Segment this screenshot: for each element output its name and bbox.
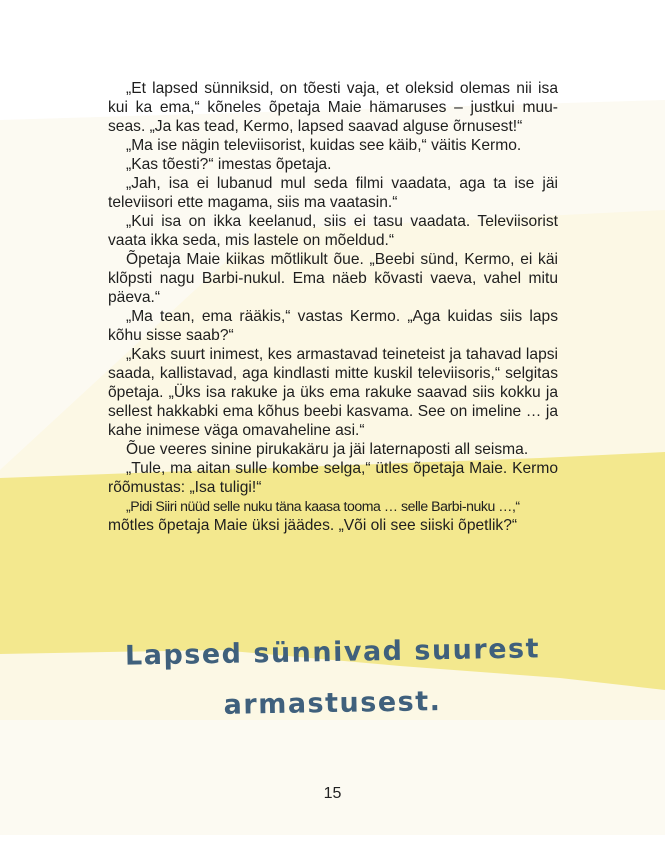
paragraph: „Ma tean, ema rääkis,“ vastas Kermo. „Aga kuidas siis laps kõhu sisse saab?“ [108, 308, 558, 344]
paragraph: „Pidi Siiri nüüd selle nuku täna kaasa tooma … selle Barbi-nuku …,“ [126, 498, 520, 514]
tagline-line-2: armastusest. [223, 686, 442, 721]
paragraph: mõtles õpetaja Maie üksi jäädes. „Või oli see siiski õpetlik?“ [108, 517, 518, 534]
paragraph: „Kas tõesti?“ imestas õpetaja. [126, 156, 332, 173]
page-number: 15 [323, 785, 342, 802]
paragraph: „Kui isa on ikka keelanud, siis ei tasu vaadata. Televiisorist vaata ikka seda, mis lastele on mõeldud.“ [108, 213, 558, 249]
tagline-line-1: Lapsed sünnivad suurest [124, 633, 541, 672]
paragraph: „Jah, isa ei lubanud mul seda filmi vaadata, aga ta ise jäi televiisori ette magama, siis ma vaatasin.“ [108, 175, 558, 211]
paragraph: „Tule, ma aitan sulle kombe selga,“ ütles õpetaja Maie. Kermo rõõmustas: „Isa tuligi!“ [108, 460, 558, 496]
paragraph: „Kaks suurt inimest, kes armastavad teineteist ja tahavad lapsi saada, kallistavad, aga kindlasti mitte kuskil televiisoris,“ selgitas õpetaja. „Üks isa rakuke ja üks ema rakuke saavad siis kokku ja sellest hakkabki ema kõhus beebi kasvama. See on imeline … ja kahe inimese väga omavaheline asi.“ [108, 346, 558, 439]
story-text [108, 79, 558, 535]
paragraph: Õpetaja Maie kiikas mõtlikult õue. „Beebi sünd, Kermo, ei käi klõpsti nagu Barbi-nukul. Ema näeb kõvasti vaeva, vahel mitu päeva.“ [108, 251, 558, 306]
paragraph: „Et lapsed sünniksid, on tõesti vaja, et oleksid olemas nii isa kui ka ema,“ kõneles õpetaja Maie hämaruses – justkui muu-seas. „Ja kas tead, Kermo, lapsed saavad alguse õrnusest!“ [108, 80, 558, 135]
paragraph: Õue veeres sinine pirukakäru ja jäi laternaposti all seisma. [126, 441, 529, 458]
paragraph: „Ma ise nägin televiisorist, kuidas see käib,“ väitis Kermo. [126, 137, 522, 154]
